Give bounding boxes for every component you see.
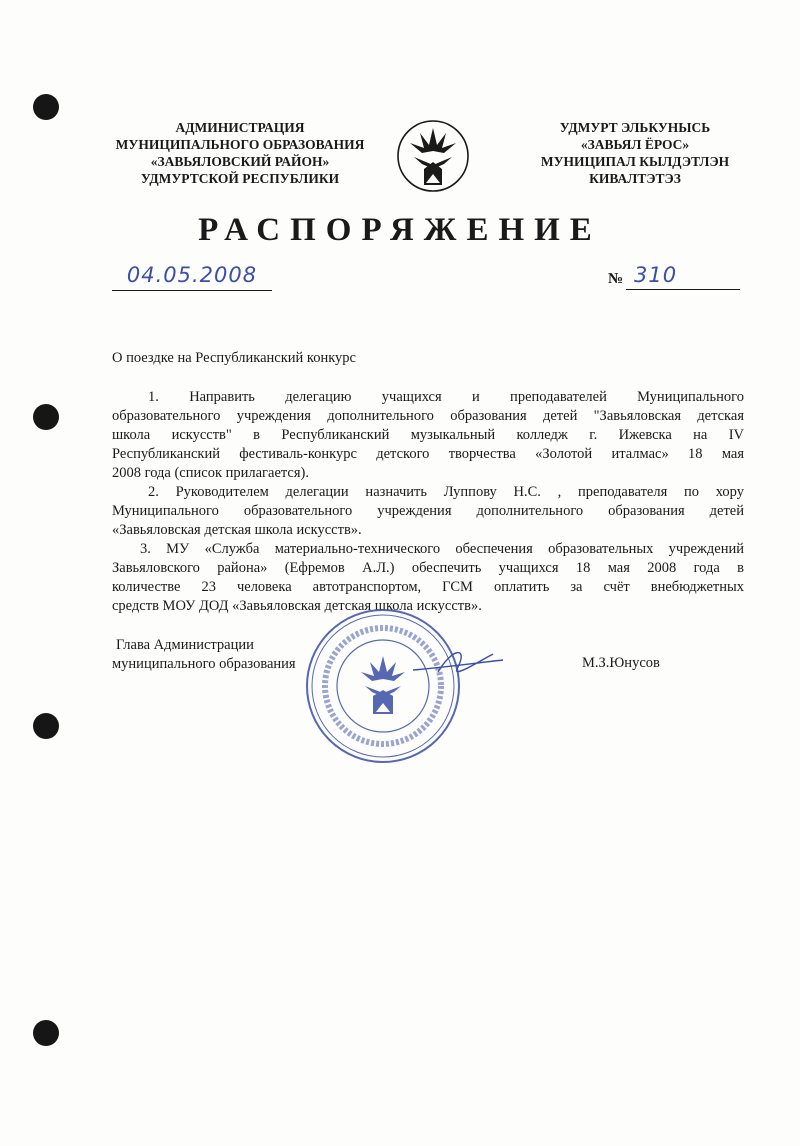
official-round-stamp bbox=[303, 606, 463, 766]
document-subject: О поездке на Республиканский конкурс bbox=[112, 350, 356, 366]
paragraph-line: Республиканский фестиваль-конкурс детского творчества «Золотой италмас» 18 мая bbox=[112, 446, 744, 462]
coat-of-arms-emblem bbox=[396, 119, 470, 193]
paragraph-line: количестве 23 человека автотранспортом, ГСМ оплатить за счёт внебюджетных bbox=[112, 579, 744, 595]
header-left bbox=[95, 119, 385, 187]
header-left-line: АДМИНИСТРАЦИЯ bbox=[175, 120, 305, 135]
header-right bbox=[515, 119, 755, 187]
header-left-line: МУНИЦИПАЛЬНОГО ОБРАЗОВАНИЯ bbox=[115, 137, 365, 152]
paragraph-3 bbox=[112, 540, 744, 616]
handwritten-signature bbox=[318, 642, 508, 682]
punch-hole bbox=[33, 1020, 59, 1046]
header-left-line: «ЗАВЬЯЛОВСКИЙ РАЙОН» bbox=[150, 154, 330, 169]
header-right-line: «ЗАВЬЯЛ ЁРОС» bbox=[580, 137, 690, 152]
paragraph-line: Муниципального образовательного учреждения дополнительного образования детей bbox=[112, 503, 744, 519]
document-date: 04.05.2008 bbox=[112, 263, 272, 291]
signatory-title bbox=[112, 636, 296, 674]
paragraph-line: 3. МУ «Служба материально-технического обеспечения образовательных учреждений bbox=[140, 541, 744, 557]
header-right-line: УДМУРТ ЭЛЬКУНЫСЬ bbox=[559, 120, 711, 135]
header-right-line: МУНИЦИПАЛ КЫЛДЭТЛЭН bbox=[540, 154, 730, 169]
paragraph-2 bbox=[112, 483, 744, 540]
paragraph-line: образовательного учреждения дополнительного образования детей "Завьяловская детская bbox=[112, 408, 744, 424]
number-sign: № bbox=[608, 271, 624, 287]
paragraph-line: 1. Направить делегацию учащихся и преподавателей Муниципального bbox=[148, 389, 744, 405]
signatory-title-line: муниципального образования bbox=[112, 656, 296, 672]
document-title: РАСПОРЯЖЕНИЕ bbox=[198, 212, 602, 248]
paragraph-line: 2008 года (список прилагается). bbox=[112, 465, 309, 481]
paragraph-line: Завьяловского района» (Ефремов А.Л.) обеспечить учащихся 18 мая 2008 года в bbox=[112, 560, 744, 576]
punch-hole bbox=[33, 713, 59, 739]
signatory-title-line: Глава Администрации bbox=[116, 637, 254, 653]
paragraph-line: школа искусств" в Республиканский музыкальный колледж г. Ижевска на IV bbox=[112, 427, 744, 443]
paragraph-line: 2. Руководителем делегации назначить Луппову Н.С. , преподавателя по хору bbox=[148, 484, 744, 500]
paragraph-line: средств МОУ ДОД «Завьяловская детская школа искусств». bbox=[112, 598, 482, 614]
header-right-line: КИВАЛТЭТЭЗ bbox=[589, 171, 681, 186]
punch-hole bbox=[33, 404, 59, 430]
paragraph-line: «Завьяловская детская школа искусств». bbox=[112, 522, 362, 538]
signatory-name: М.З.Юнусов bbox=[582, 655, 660, 671]
header-left-line: УДМУРТСКОЙ РЕСПУБЛИКИ bbox=[140, 171, 340, 186]
paragraph-1 bbox=[112, 388, 744, 483]
punch-hole bbox=[33, 94, 59, 120]
document-number: 310 bbox=[626, 263, 740, 290]
